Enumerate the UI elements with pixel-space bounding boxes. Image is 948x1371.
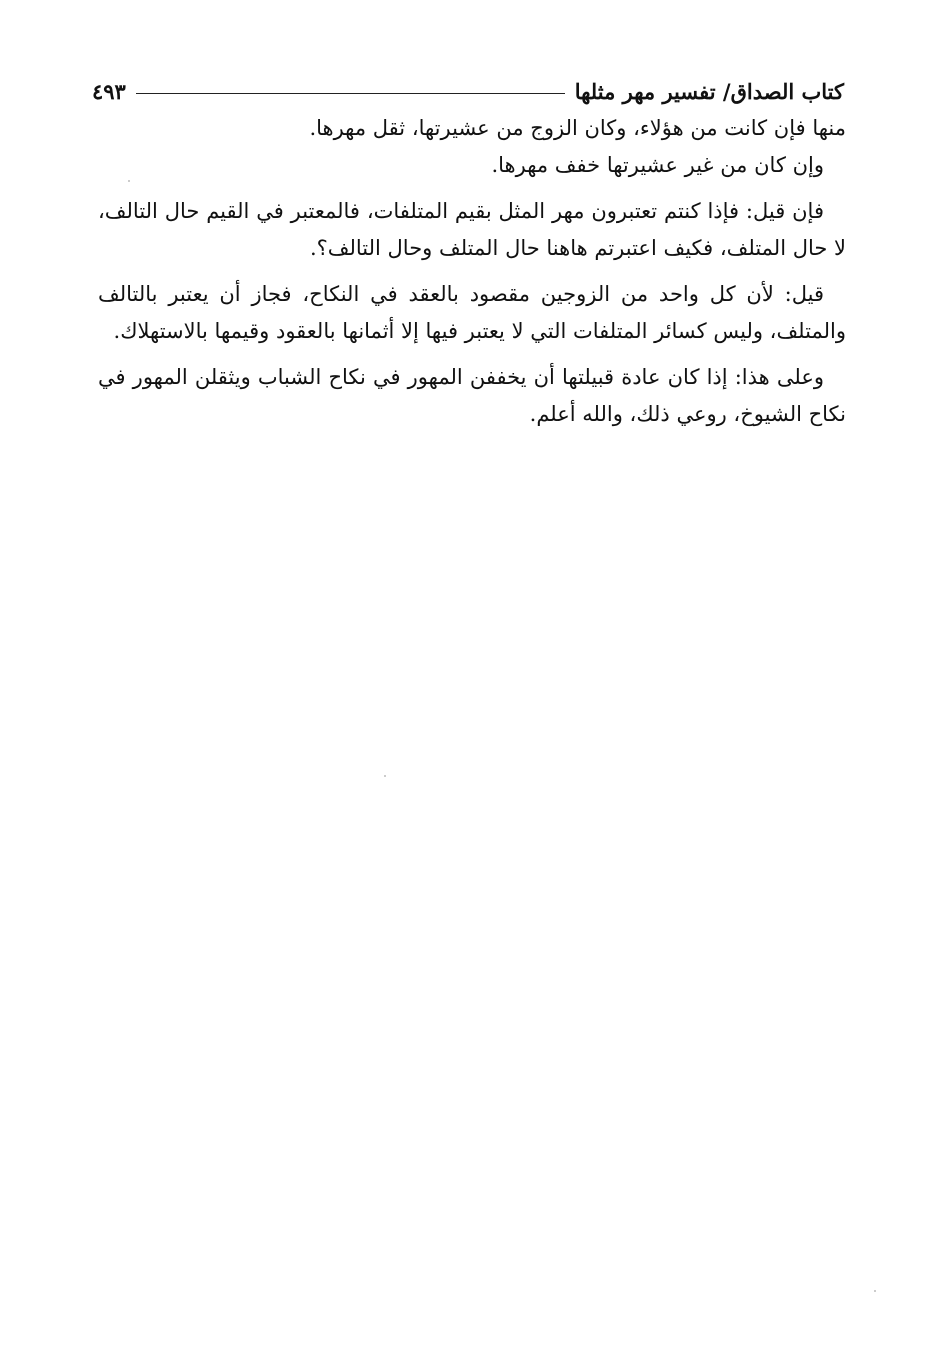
paragraph-4: قيل: لأن كل واحد من الزوجين مقصود بالعقد في النكاح، فجاز أن يعتبر بالتالف والمتلف، وليس كسائر المتلفات التي لا يعتبر فيها إلا أثمانها بالعقود وقيمها بالاستهلاك. xyxy=(98,282,846,343)
page-number: ٤٩٣ xyxy=(92,78,126,104)
paragraph-1: منها فإن كانت من هؤلاء، وكان الزوج من عشيرتها، ثقل مهرها. xyxy=(309,116,846,140)
chapter-title: كتاب الصداق/ تفسير مهر مثلها xyxy=(574,78,844,104)
scan-speck xyxy=(128,180,130,182)
scan-speck xyxy=(384,775,386,777)
running-header xyxy=(92,76,844,106)
paragraph-3: فإن قيل: فإذا كنتم تعتبرون مهر المثل بقيم المتلفات، فالمعتبر في القيم حال التالف، لا حال المتلف، فكيف اعتبرتم هاهنا حال المتلف وحال التالف؟. xyxy=(98,199,846,260)
paragraph-5: وعلى هذا: إذا كان عادة قبيلتها أن يخففن المهور في نكاح الشباب ويثقلن المهور في نكاح الشيوخ، روعي ذلك، والله أعلم. xyxy=(98,365,846,426)
body-text xyxy=(98,110,846,433)
paragraph-2: وإن كان من غير عشيرتها خفف مهرها. xyxy=(491,153,824,177)
scan-speck xyxy=(874,1290,876,1292)
header-rule xyxy=(136,93,565,94)
